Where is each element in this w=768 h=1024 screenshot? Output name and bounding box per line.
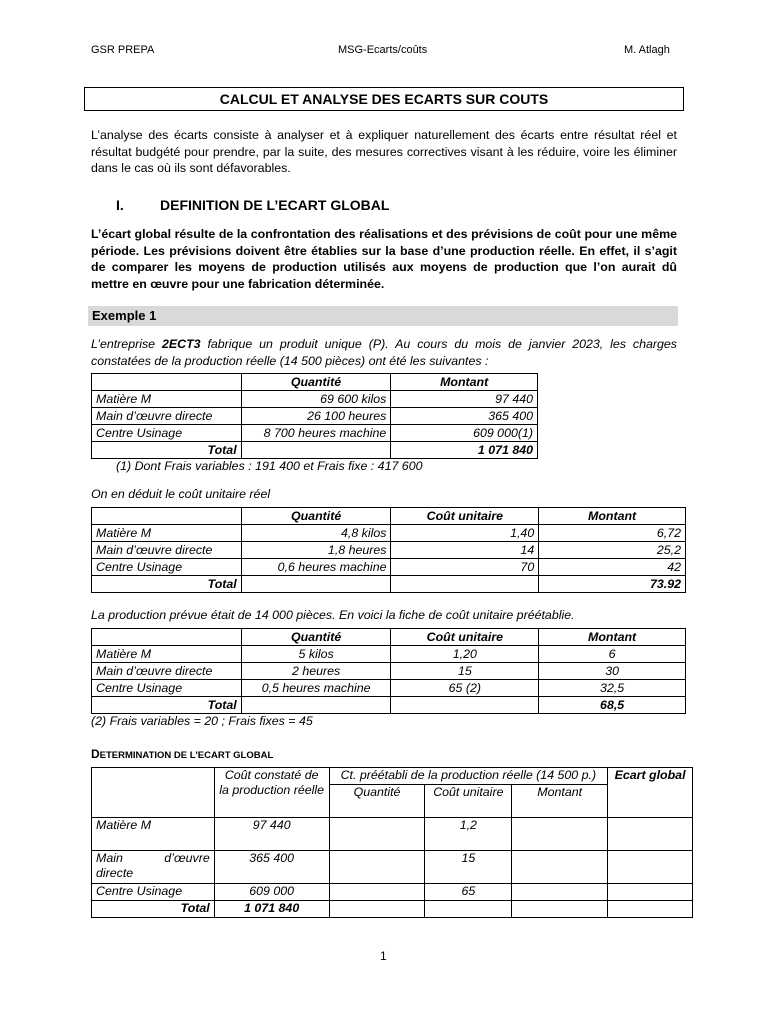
table-cell: [241, 442, 391, 459]
table-total-row: [92, 901, 693, 918]
table-cell: 42: [539, 559, 686, 576]
page-number: 1: [380, 949, 387, 963]
example-label: Exemple 1: [88, 306, 678, 326]
table-cell: 25,2: [539, 542, 686, 559]
table-header-row: [92, 629, 686, 646]
real-unit-cost-table: [91, 507, 686, 593]
table1-note: (1) Dont Frais variables : 191 400 et Frais fixe : 417 600: [116, 459, 423, 473]
table-cell: [608, 884, 693, 901]
table-cell: [241, 576, 391, 593]
table-cell: [512, 818, 608, 851]
header-center: MSG-Ecarts/coûts: [338, 44, 428, 56]
group-header: Ct. préétabli de la production réelle (14 500 p.): [329, 768, 608, 785]
table-row: [92, 408, 538, 425]
page-title: CALCUL ET ANALYSE DES ECARTS SUR COUTS: [84, 87, 684, 111]
table-cell: 26 100 heures: [241, 408, 391, 425]
table-row: [92, 425, 538, 442]
amount-header: Montant: [512, 785, 608, 818]
table-cell: 6,72: [539, 525, 686, 542]
table-cell: 97 440: [391, 391, 538, 408]
table-cell: 4,8 kilos: [241, 525, 391, 542]
table-cell: 97 440: [214, 818, 329, 851]
table-cell: [241, 697, 391, 714]
table-header-cell: [92, 374, 242, 391]
table-cell: 8 700 heures machine: [241, 425, 391, 442]
table-header-row: [92, 768, 693, 785]
example-company: 2ECT3: [161, 337, 201, 351]
table-cell: Main d’œuvre directe: [92, 408, 242, 425]
table-cell: Matière M: [92, 525, 242, 542]
table-cell: [329, 818, 425, 851]
table-header-row: [92, 374, 538, 391]
table-cell: Centre Usinage: [92, 884, 215, 901]
table-cell: [329, 884, 425, 901]
cu-header: Coût unitaire: [425, 785, 512, 818]
table-cell: 0,5 heures machine: [241, 680, 391, 697]
deduce-text: On en déduit le coût unitaire réel: [91, 487, 271, 501]
table-cell: [608, 901, 693, 918]
table-cell: 609 000(1): [391, 425, 538, 442]
total-label: Total: [92, 901, 215, 918]
table-cell: [391, 576, 539, 593]
table-cell: 5 kilos: [241, 646, 391, 663]
table-header-cell: Coût unitaire: [391, 508, 539, 525]
table-header-cell: Montant: [539, 508, 686, 525]
table-cell: [329, 851, 425, 884]
table-row: [92, 680, 686, 697]
global-gap-title-rest: ETERMINATION DE L'ECART GLOBAL: [99, 750, 274, 761]
example-text-b: fabrique un produit unique (P). Au cours du mois de janvier 2023, les charges constatées de la production réelle (14 500 pièces) ont été les suivantes :: [91, 337, 677, 368]
table-cell: Matière M: [92, 646, 242, 663]
table-row: [92, 884, 693, 901]
definition-paragraph: L’écart global résulte de la confrontation des réalisations et des prévisions de coût pour une même période. Les prévisions doivent être établies sur la base d’une production réelle. En effet, il s’agit de comparer les moyens de production utilisés aux moyens de production que l’on aurait dû mettre en œuvre pour une fabrication déterminée.: [91, 227, 677, 291]
total-value: 68,5: [539, 697, 686, 714]
table-header-cell: [92, 768, 215, 818]
total-label: Total: [92, 442, 242, 459]
table-cell: 65 (2): [391, 680, 539, 697]
cost-header: Coût constaté de la production réelle: [214, 768, 329, 818]
forecast-text: La production prévue était de 14 000 pièces. En voici la fiche de coût unitaire préétablie.: [91, 608, 575, 622]
table-header-cell: [92, 629, 242, 646]
intro-paragraph: L’analyse des écarts consiste à analyser et à expliquer naturellement des écarts entre résultat réel et résultat budgété pour prendre, par la suite, des mesures correctives visant à les réduire, voire les éliminer dans le cas où ils sont défavorables.: [91, 128, 677, 176]
total-value: 1 071 840: [391, 442, 538, 459]
table-header-cell: Quantité: [241, 508, 391, 525]
table-total-row: [92, 442, 538, 459]
table-total-row: [92, 697, 686, 714]
table-row: [92, 663, 686, 680]
table-cell: [329, 901, 425, 918]
table-row: [92, 391, 538, 408]
table-cell: 1,2: [425, 818, 512, 851]
table-header-cell: Quantité: [241, 629, 391, 646]
table-cell: [512, 901, 608, 918]
total-label: Total: [92, 697, 242, 714]
table-cell: 32,5: [539, 680, 686, 697]
table-header-cell: Montant: [539, 629, 686, 646]
table-header-row: [92, 508, 686, 525]
table-header-cell: Quantité: [241, 374, 391, 391]
gap-header: Ecart global: [608, 768, 693, 818]
header-left: GSR PREPA: [91, 44, 155, 56]
total-value: 73.92: [539, 576, 686, 593]
table-cell: 69 600 kilos: [241, 391, 391, 408]
section-heading: [116, 197, 389, 213]
table-cell: 14: [391, 542, 539, 559]
table-cell: 15: [391, 663, 539, 680]
example-text-a: L’entreprise: [91, 337, 162, 351]
table-row: [92, 542, 686, 559]
table-cell: 15: [425, 851, 512, 884]
table-cell: Matière M: [92, 391, 242, 408]
global-gap-table: [91, 767, 693, 918]
table-cell: Main d’œuvre directe: [92, 663, 242, 680]
table-row: [92, 818, 693, 851]
table-cell: Main d’œuvre directe: [92, 851, 215, 884]
table-cell: 1,20: [391, 646, 539, 663]
table-cell: Centre Usinage: [92, 559, 242, 576]
table-row: [92, 646, 686, 663]
table-cell: Main d’œuvre directe: [92, 542, 242, 559]
table-cell: [608, 818, 693, 851]
real-charges-table: [91, 373, 538, 459]
table-cell: 1,8 heures: [241, 542, 391, 559]
table-cell: 0,6 heures machine: [241, 559, 391, 576]
total-label: Total: [92, 576, 242, 593]
table-header-cell: Montant: [391, 374, 538, 391]
table-row: [92, 525, 686, 542]
standard-unit-cost-table: [91, 628, 686, 714]
table-cell: 70: [391, 559, 539, 576]
section-title: DEFINITION DE L’ECART GLOBAL: [160, 197, 390, 213]
section-number: I.: [116, 197, 124, 213]
table-cell: Centre Usinage: [92, 680, 242, 697]
table-row: [92, 559, 686, 576]
example-paragraph: [91, 336, 677, 369]
table-cell: [425, 901, 512, 918]
table-header-cell: [92, 508, 242, 525]
header-right: M. Atlagh: [624, 44, 670, 56]
table-cell: 365 400: [391, 408, 538, 425]
table-cell: 609 000: [214, 884, 329, 901]
table-cell: 365 400: [214, 851, 329, 884]
table-row: [92, 851, 693, 884]
table-cell: 1,40: [391, 525, 539, 542]
table-cell: [512, 851, 608, 884]
table-cell: Matière M: [92, 818, 215, 851]
table-cell: Centre Usinage: [92, 425, 242, 442]
table-total-row: [92, 576, 686, 593]
table3-note: (2) Frais variables = 20 ; Frais fixes = 45: [91, 714, 313, 728]
table-cell: 2 heures: [241, 663, 391, 680]
table-cell: [391, 697, 539, 714]
qty-header: Quantité: [329, 785, 425, 818]
total-value: 1 071 840: [214, 901, 329, 918]
table-cell: [608, 851, 693, 884]
global-gap-title: [91, 747, 273, 761]
table-cell: 65: [425, 884, 512, 901]
global-gap-title-initial: D: [91, 747, 100, 761]
table-cell: 30: [539, 663, 686, 680]
table-cell: 6: [539, 646, 686, 663]
table-header-cell: Coût unitaire: [391, 629, 539, 646]
table-cell: [512, 884, 608, 901]
